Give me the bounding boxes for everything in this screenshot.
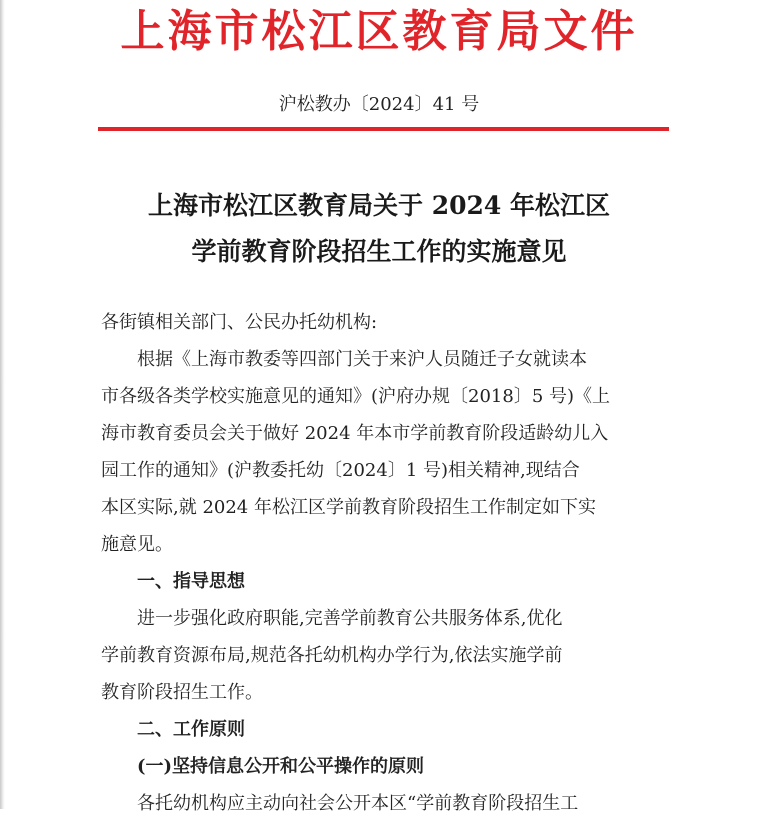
salutation: 各街镇相关部门、公民办托幼机构: [101, 312, 378, 333]
section-heading-guiding-ideology: 一、指导思想 [137, 571, 245, 592]
document-body [101, 310, 661, 828]
body-line: 园工作的通知》(沪教委托幼〔2024〕1 号)相关精神,现结合 [101, 460, 580, 481]
body-line: 各托幼机构应主动向社会公开本区“学前教育阶段招生工 [137, 793, 579, 814]
title-line: 学前教育阶段招生工作的实施意见 [191, 237, 567, 266]
body-line: 本区实际,就 2024 年松江区学前教育阶段招生工作制定如下实 [101, 497, 596, 518]
body-line: 施意见。 [101, 534, 173, 555]
document-masthead: 上海市松江区教育局文件 [120, 6, 638, 57]
title-line: 上海市松江区教育局关于 2024 年松江区 [148, 191, 610, 220]
document-title [0, 183, 758, 275]
body-line: 海市教育委员会关于做好 2024 年本市学前教育阶段适龄幼儿入 [101, 423, 609, 444]
section-heading-work-principles: 二、工作原则 [137, 719, 245, 740]
scan-edge-shadow [0, 0, 5, 809]
body-line: 根据《上海市教委等四部门关于来沪人员随迁子女就读本 [137, 349, 587, 370]
body-line: 学前教育资源布局,规范各托幼机构办学行为,依法实施学前 [101, 645, 563, 666]
red-divider-line [98, 127, 669, 131]
body-line: 市各级各类学校实施意见的通知》(沪府办规〔2018〕5 号)《上 [101, 386, 611, 407]
body-line: 教育阶段招生工作。 [101, 682, 263, 703]
document-number: 沪松教办〔2024〕41 号 [278, 94, 480, 115]
subsection-heading-openness: (一)坚持信息公开和公平操作的原则 [137, 756, 425, 777]
body-line: 进一步强化政府职能,完善学前教育公共服务体系,优化 [137, 608, 563, 629]
